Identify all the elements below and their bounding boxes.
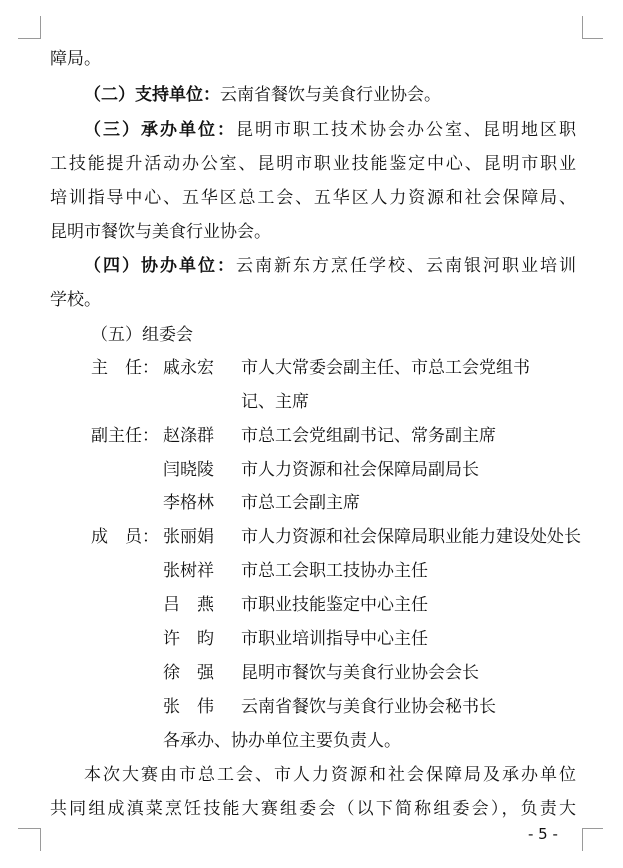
committee-role: 主 任： [91,358,159,378]
committee-name: 赵涤群 [163,426,214,446]
committee-heading: （五）组委会 [91,325,193,345]
committee-duty-continued: 记、主席 [241,392,309,412]
committee-name: 戚永宏 [163,358,214,378]
crop-mark-top-right [582,16,603,39]
paragraph-organizer-line-3: 培训指导中心、五华区总工会、五华区人力资源和社会保障局、 [50,188,576,208]
co-organizer-body-1: 云南新东方烹任学校、云南银河职业培训 [236,256,576,276]
paragraph-organizer-line-4: 昆明市餐饮与美食行业协会。 [50,222,271,242]
crop-mark-bottom-left [18,828,41,851]
committee-duty: 市职业技能鉴定中心主任 [241,595,428,615]
supporting-unit-body: 云南省餐饮与美食行业协会。 [220,85,441,105]
committee-duty: 市职业培训指导中心主任 [241,629,428,649]
crop-mark-top-left [18,16,41,39]
crop-mark-bottom-right [582,828,603,851]
committee-name: 许 昀 [163,629,214,649]
committee-duty: 市人大常委会副主任、市总工会党组书 [241,358,530,378]
committee-name: 张树祥 [163,561,214,581]
organizer-heading: （三）承办单位： [84,120,236,140]
paragraph-co-organizer-line-1 [84,255,576,277]
committee-duty: 昆明市餐饮与美食行业协会会长 [241,663,479,683]
paragraph-organizer-line-2: 工技能提升活动办公室、昆明市职业技能鉴定中心、昆明市职业 [50,154,576,174]
committee-role: 副主任： [91,426,159,446]
committee-duty: 市总工会副主席 [241,493,360,513]
supporting-unit-heading: （二）支持单位： [84,85,220,105]
paragraph-supporting-unit [84,84,441,106]
committee-duty: 市总工会职工技协办主任 [241,561,428,581]
paragraph-organizer-line-1 [84,119,576,141]
organizer-body-1: 昆明市职工技术协会办公室、昆明地区职 [236,120,576,140]
committee-duty: 市人力资源和社会保障局职业能力建设处处长 [241,527,581,547]
paragraph-closing-line-1: 本次大赛由市总工会、市人力资源和社会保障局及承办单位 [84,765,576,785]
committee-name: 徐 强 [163,663,214,683]
committee-duty: 云南省餐饮与美食行业协会秘书长 [241,697,496,717]
committee-name: 吕 燕 [163,595,214,615]
paragraph-co-organizer-line-2: 学校。 [50,290,101,310]
committee-name: 张丽娟 [163,527,214,547]
committee-name: 张 伟 [163,697,214,717]
committee-duty: 市人力资源和社会保障局副局长 [241,460,479,480]
co-organizer-heading: （四）协办单位： [84,256,236,276]
paragraph-closing-line-2: 共同组成滇菜烹饪技能大赛组委会（以下简称组委会），负责大 [50,799,576,819]
committee-name: 闫晓陵 [163,460,214,480]
committee-duty: 市总工会党组副书记、常务副主席 [241,426,496,446]
committee-role: 成 员： [91,527,159,547]
paragraph-continuation: 障局。 [50,49,101,69]
committee-name: 李格林 [163,493,214,513]
page-number: - 5 - [528,825,558,843]
committee-tail: 各承办、协办单位主要负责人。 [163,731,401,751]
